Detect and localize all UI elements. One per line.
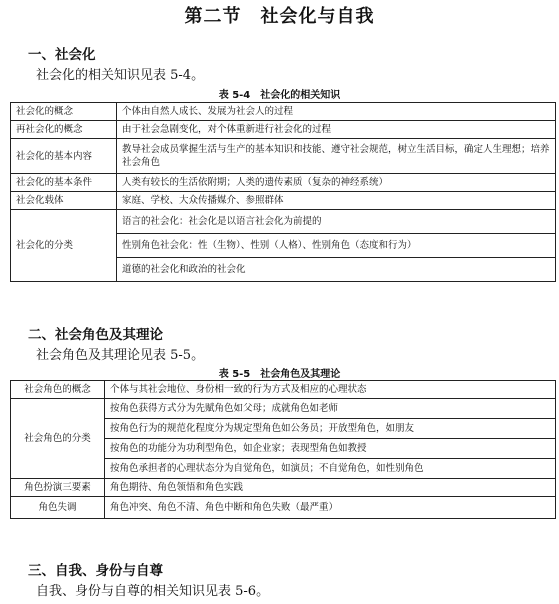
table-value-cell: 教导社会成员掌握生活与生产的基本知识和技能、遵守社会规范，树立生活目标，确定人生理想；培养社会角色 <box>117 139 556 174</box>
table-value-cell: 人类有较长的生活依附期；人类的遗传素质（复杂的神经系统） <box>117 174 556 192</box>
table-caption-5-5: 表 5-5 社会角色及其理论 <box>218 369 341 380</box>
table-key-cell: 社会化的基本内容 <box>11 139 117 174</box>
table-key-cell: 角色扮演三要素 <box>11 479 105 497</box>
table-key-cell: 社会化的分类 <box>11 210 117 282</box>
table-row <box>11 399 556 419</box>
table-row <box>11 381 556 399</box>
table-key-cell: 社会角色的概念 <box>11 381 105 399</box>
section-heading-socialization: 一、社会化 <box>28 47 96 63</box>
table-key-cell: 社会角色的分类 <box>11 399 105 479</box>
table-key-cell: 再社会化的概念 <box>11 121 117 139</box>
table-row <box>11 139 556 174</box>
table-key-cell: 社会化的概念 <box>11 103 117 121</box>
table-key-cell: 社会化载体 <box>11 192 117 210</box>
section-intro-social-role: 社会角色及其理论见表 5-5。 <box>36 348 205 363</box>
table-value-cell: 道德的社会化和政治的社会化 <box>117 258 556 282</box>
table-value-cell: 个体由自然人成长、发展为社会人的过程 <box>117 103 556 121</box>
page-title: 第二节 社会化与自我 <box>184 6 375 27</box>
table-row <box>11 210 556 234</box>
table-value-cell: 按角色获得方式分为先赋角色如父母；成就角色如老师 <box>105 399 556 419</box>
table-value-cell: 性别角色社会化：性（生物）、性别（人格）、性别角色（态度和行为） <box>117 234 556 258</box>
table-key-cell: 社会化的基本条件 <box>11 174 117 192</box>
table-row <box>11 192 556 210</box>
table-value-cell: 按角色的功能分为功利型角色，如企业家；表现型角色如教授 <box>105 439 556 459</box>
table-row <box>11 174 556 192</box>
section-intro-socialization: 社会化的相关知识见表 5-4。 <box>36 68 205 83</box>
table-value-cell: 角色冲突、角色不清、角色中断和角色失败（最严重） <box>105 497 556 519</box>
section-heading-self-identity: 三、自我、身份与自尊 <box>28 563 163 579</box>
section-heading-social-role: 二、社会角色及其理论 <box>28 327 163 343</box>
table-5-5 <box>10 380 556 519</box>
table-row <box>11 103 556 121</box>
table-value-cell: 个体与其社会地位、身份相一致的行为方式及相应的心理状态 <box>105 381 556 399</box>
table-key-cell: 角色失调 <box>11 497 105 519</box>
table-row <box>11 479 556 497</box>
table-value-cell: 家庭、学校、大众传播媒介、参照群体 <box>117 192 556 210</box>
table-value-cell: 按角色承担者的心理状态分为自觉角色，如演员；不自觉角色，如性别角色 <box>105 459 556 479</box>
table-value-cell: 按角色行为的规范化程度分为规定型角色如公务员；开放型角色，如朋友 <box>105 419 556 439</box>
table-row <box>11 121 556 139</box>
table-5-4 <box>10 102 556 282</box>
table-value-cell: 语言的社会化：社会化是以语言社会化为前提的 <box>117 210 556 234</box>
table-caption-5-4: 表 5-4 社会化的相关知识 <box>218 90 341 101</box>
table-value-cell: 角色期待、角色领悟和角色实践 <box>105 479 556 497</box>
table-row <box>11 497 556 519</box>
section-intro-self-identity: 自我、身份与自尊的相关知识见表 5-6。 <box>36 584 270 599</box>
table-value-cell: 由于社会急剧变化，对个体重新进行社会化的过程 <box>117 121 556 139</box>
